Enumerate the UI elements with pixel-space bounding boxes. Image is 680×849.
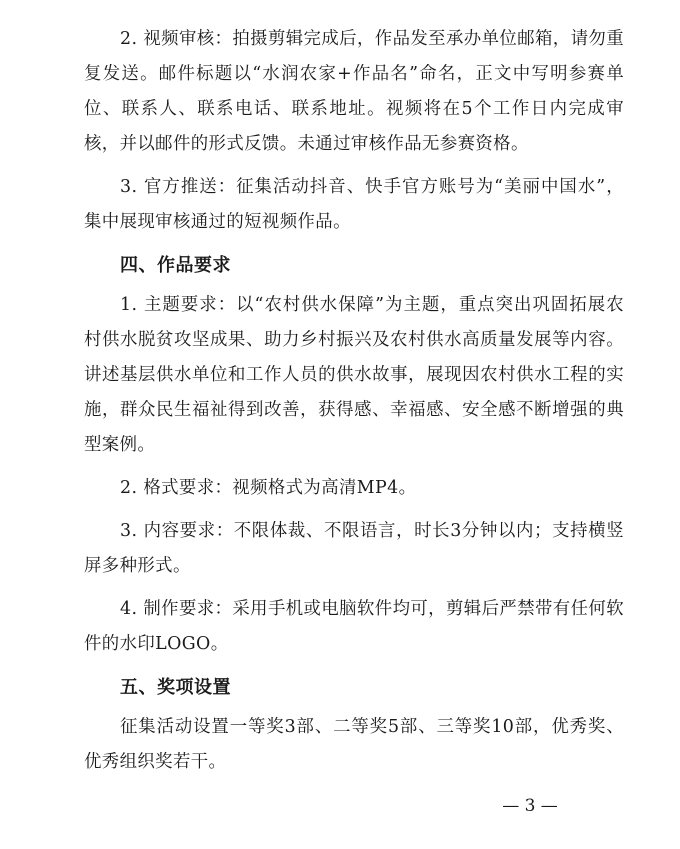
page-number: — 3 —	[502, 796, 558, 816]
paragraph-theme-requirement: 1. 主题要求：以“农村供水保障”为主题，重点突出巩固拓展农村供水脱贫攻坚成果、助力乡村振兴及农村供水高质量发展等内容。讲述基层供水单位和工作人员的供水故事，展现因农村供水工程的实施，群众民生福祉得到改善，获得感、幸福感、安全感不断增强的典型案例。	[84, 295, 624, 455]
paragraph-production-requirement: 4. 制作要求：采用手机或电脑软件均可，剪辑后严禁带有任何软件的水印LOGO。	[84, 599, 624, 654]
paragraph-awards: 征集活动设置一等奖3部、二等奖5部、三等奖10部，优秀奖、优秀组织奖若干。	[84, 717, 624, 772]
paragraph-content-requirement: 3. 内容要求：不限体裁、不限语言，时长3分钟以内；支持横竖屏多种形式。	[84, 521, 624, 576]
paragraph-video-review: 2. 视频审核：拍摄剪辑完成后，作品发至承办单位邮箱，请勿重复发送。邮件标题以“水润农家+作品名”命名，正文中写明参赛单位、联系人、联系电话、联系地址。视频将在5个工作日内完成审核，并以邮件的形式反馈。未通过审核作品无参赛资格。	[84, 29, 624, 154]
document-body	[84, 22, 624, 788]
paragraph-format-requirement: 2. 格式要求：视频格式为高清MP4。	[120, 478, 417, 498]
paragraph-official-push: 3. 官方推送：征集活动抖音、快手官方账号为“美丽中国水”，集中展现审核通过的短视频作品。	[84, 177, 624, 232]
heading-work-requirements: 四、作品要求	[120, 255, 231, 276]
heading-awards: 五、奖项设置	[120, 677, 231, 698]
